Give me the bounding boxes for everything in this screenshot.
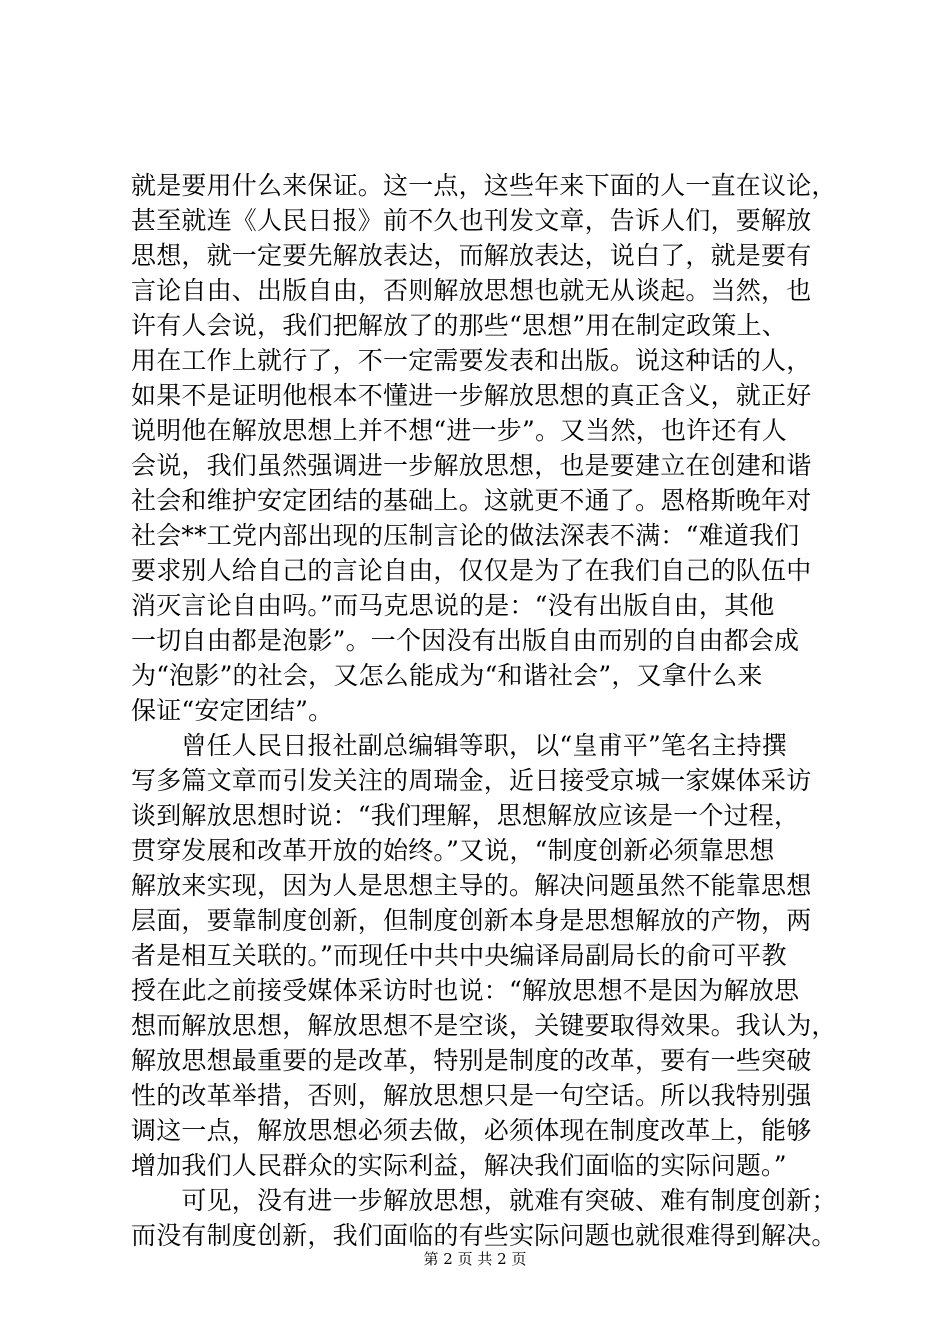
text-line: 社会和维护安定团结的基础上。这就更不通了。恩格斯晚年对 [131, 486, 812, 515]
text-line: 授在此之前接受媒体采访时也说：“解放思想不是因为解放思 [131, 976, 800, 1005]
text-line: 用在工作上就行了，不一定需要发表和出版。说这种话的人， [131, 346, 812, 375]
text-line: 思想，就一定要先解放表达，而解放表达，说白了，就是要有 [131, 241, 812, 270]
text-line: 社会**工党内部出现的压制言论的做法深表不满：“难道我们 [131, 521, 800, 550]
text-line: 解放思想最重要的是改革，特别是制度的改革，要有一些突破 [131, 1046, 812, 1075]
body-text [131, 168, 837, 1253]
page-number-footer: 第 2 页 共 2 页 [423, 1250, 527, 1268]
text-line: 层面，要靠制度创新，但制度创新本身是思想解放的产物，两 [131, 906, 812, 935]
text-line: 说明他在解放思想上并不想“进一步”。又当然，也许还有人 [131, 416, 787, 445]
text-line: 调这一点，解放思想必须去做，必须体现在制度改革上，能够 [131, 1116, 812, 1145]
text-line: 贯穿发展和改革开放的始终。”又说，“制度创新必须靠思想 [131, 836, 775, 865]
text-line: 可见，没有进一步解放思想，就难有突破、难有制度创新； [131, 1186, 837, 1215]
text-line: 保证“安定团结”。 [131, 696, 334, 725]
text-line: 许有人会说，我们把解放了的那些“思想”用在制定政策上、 [131, 311, 787, 340]
text-line: 消灭言论自由吗。”而马克思说的是：“没有出版自由，其他 [131, 591, 775, 620]
text-line: 要求别人给自己的言论自由，仅仅是为了在我们自己的队伍中 [131, 556, 812, 585]
text-line: 想而解放思想，解放思想不是空谈，关键要取得效果。我认为， [131, 1011, 837, 1040]
text-line: 如果不是证明他根本不懂进一步解放思想的真正含义，就正好 [131, 381, 812, 410]
text-line: 会说，我们虽然强调进一步解放思想，也是要建立在创建和谐 [131, 451, 812, 480]
text-line: 曾任人民日报社副总编辑等职，以“皇甫平”笔名主持撰 [131, 731, 787, 760]
text-line: 者是相互关联的。”而现任中共中央编译局副局长的俞可平教 [131, 941, 787, 970]
text-line: 性的改革举措，否则，解放思想只是一句空话。所以我特别强 [131, 1081, 812, 1110]
text-line: 就是要用什么来保证。这一点，这些年来下面的人一直在议论， [131, 171, 837, 200]
text-line: 解放来实现，因为人是思想主导的。解决问题虽然不能靠思想 [131, 871, 812, 900]
text-line: 甚至就连《人民日报》前不久也刊发文章，告诉人们，要解放 [131, 206, 812, 235]
text-line: 言论自由、出版自由，否则解放思想也就无从谈起。当然，也 [131, 276, 812, 305]
text-line: 而没有制度创新，我们面临的有些实际问题也就很难得到解决。 [131, 1221, 837, 1250]
text-line: 增加我们人民群众的实际利益，解决我们面临的实际问题。” [131, 1151, 787, 1180]
text-line: 为“泡影”的社会，又怎么能成为“和谐社会”，又拿什么来 [131, 661, 763, 690]
text-line: 谈到解放思想时说：“我们理解，思想解放应该是一个过程， [131, 801, 800, 830]
text-line: 一切自由都是泡影”。一个因没有出版自由而别的自由都会成 [131, 626, 800, 655]
text-line: 写多篇文章而引发关注的周瑞金，近日接受京城一家媒体采访 [131, 766, 812, 795]
